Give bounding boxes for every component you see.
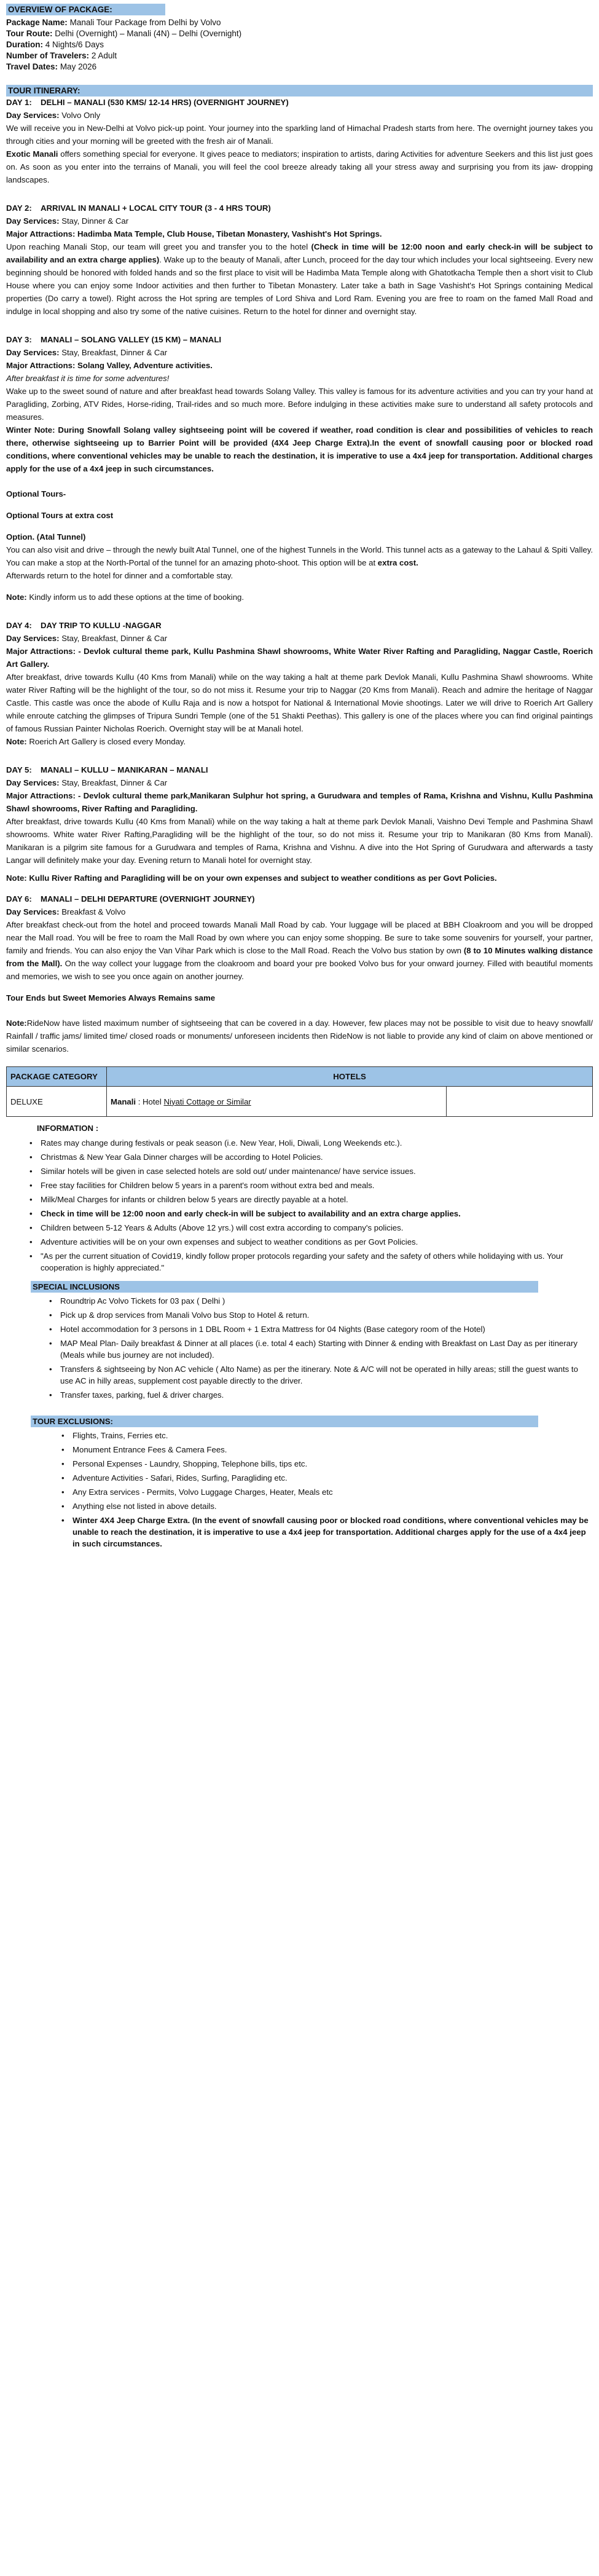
overview-row bbox=[6, 17, 593, 28]
day-5 bbox=[6, 764, 593, 884]
day-number: DAY 2: bbox=[6, 203, 32, 213]
day-paragraph: After breakfast, drive towards Kullu (40 Kms from Manali) while on the way taking a halt at theme park Devlok Manali, Vaishno Devi Temple and Pashmina Shawl showrooms. White water River Rafting,Paragliding will be the highlight of the tour, so do not miss it. Resume your trip to Manikaran (80 Kms from Manali). Manikaran is a pilgrim site famous for a Gurudwara and temples of Rama, Krishna and Vishnu. A dive into the Hot Spring of Gurudwara and afterwards a tasty Langar will definitely make your day. Evening return to Manali hotel for overnight stay. bbox=[6, 817, 593, 865]
overview-value: 2 Adult bbox=[91, 51, 117, 60]
note-label: Note: bbox=[6, 1018, 27, 1028]
optional-tours-title: Optional Tours- bbox=[6, 489, 66, 498]
list-item: • "As per the current situation of Covid19, kindly follow proper protocols regarding your safety and the safety of others while holidaying with us. Your cooperation is highly appreciated." bbox=[29, 1250, 593, 1274]
hotel-name: Niyati Cottage or Similar bbox=[163, 1097, 251, 1106]
paragraph-text: After breakfast check-out from the hotel and proceed towards Manali Mall Road by cab. Your luggage will be placed at BBH Cloakroom and you will be dropped near the Mall road. You will be free to roam the Mall Road by own where you can enjoy some shopping. Be sure to take some souvenirs for yourself, your partner, family and friends. You can also enjoy the Van Vihar Park which is close to the Mall Road. Reach the Volvo bus station by own bbox=[6, 920, 593, 955]
day-number: DAY 6: bbox=[6, 894, 32, 904]
bold-text: Exotic Manali bbox=[6, 149, 58, 159]
exclusions-list bbox=[6, 1430, 593, 1550]
list-item: • Check in time will be 12:00 noon and early check-in will be subject to availability and an extra charge applies. bbox=[29, 1208, 593, 1219]
day-paragraph bbox=[6, 543, 593, 582]
services-value: Breakfast & Volvo bbox=[61, 907, 126, 916]
day-paragraph bbox=[6, 918, 593, 983]
day-6 bbox=[6, 893, 593, 983]
major-attractions: Major Attractions: Solang Valley, Adventure activities. bbox=[6, 361, 213, 370]
day-note bbox=[6, 591, 593, 604]
list-item: • Rates may change during festivals or peak season (i.e. New Year, Holi, Diwali, Long Weekends etc.). bbox=[29, 1137, 593, 1149]
list-item: • Winter 4X4 Jeep Charge Extra. (In the event of snowfall causing poor or blocked road conditions, where conventional vehicles may be unable to reach the destination, it is imperative to use a 4x4 jeep for transportation. Additional charges apply for the use of a 4x4 jeep in such circumstances. bbox=[61, 1514, 593, 1550]
overview-label: Tour Route: bbox=[6, 29, 53, 38]
day-title bbox=[6, 764, 593, 776]
list-item: • Flights, Trains, Ferries etc. bbox=[61, 1430, 593, 1441]
day-title bbox=[6, 202, 593, 215]
paragraph-text: You can also visit and drive – through the newly built Atal Tunnel, one of the highest Tunnels in the World. This tunnel acts as a gateway to the Lahaul & Spiti Valley. You can make a stop at the North-Portal of the tunnel for an amazing photo-shoot. This option will be at bbox=[6, 545, 593, 567]
services-label: Day Services: bbox=[6, 907, 60, 916]
overview-label: Duration: bbox=[6, 40, 43, 49]
paragraph-text: Afterwards return to the hotel for dinner and a comfortable stay. bbox=[6, 571, 233, 580]
list-item: • MAP Meal Plan- Daily breakfast & Dinner at all places (i.e. total 4 each) Starting with Dinner & ending with Breakfast on Last Day as per itinerary (Meals while bus journey are not included). bbox=[49, 1337, 593, 1361]
day-paragraph bbox=[6, 240, 593, 318]
table-header: HOTELS bbox=[107, 1067, 593, 1087]
hotel-location: Manali bbox=[111, 1097, 136, 1106]
table-cell bbox=[107, 1087, 447, 1117]
list-item: • Any Extra services - Permits, Volvo Luggage Charges, Heater, Meals etc bbox=[61, 1486, 593, 1498]
overview-value: Manali Tour Package from Delhi by Volvo bbox=[69, 18, 221, 27]
services-label: Day Services: bbox=[6, 348, 60, 357]
overview-label: Package Name: bbox=[6, 18, 68, 27]
day-title bbox=[6, 334, 593, 346]
package-table bbox=[6, 1066, 593, 1117]
services-value: Stay, Dinner & Car bbox=[61, 216, 129, 226]
paragraph-text: Upon reaching Manali Stop, our team will greet you and transfer you to the hotel bbox=[6, 242, 311, 251]
checkin-note: (Check in time will be 12:00 noon and early check-in will be subject to availability and an extra charge applies) bbox=[6, 242, 593, 264]
note-label: Note: bbox=[6, 737, 27, 746]
major-attractions: Major Attractions: Hadimba Mata Temple, Club House, Tibetan Monastery, Vashisht's Hot Springs. bbox=[6, 229, 382, 238]
day-4 bbox=[6, 620, 593, 748]
list-item: • Roundtrip Ac Volvo Tickets for 03 pax ( Delhi ) bbox=[49, 1295, 593, 1307]
day-title bbox=[6, 97, 593, 109]
list-item: • Milk/Meal Charges for infants or children below 5 years are directly payable at a hotel. bbox=[29, 1194, 593, 1205]
exclusions-header: TOUR EXCLUSIONS: bbox=[31, 1416, 538, 1427]
information-list bbox=[6, 1137, 593, 1274]
overview-label: Travel Dates: bbox=[6, 62, 58, 71]
hotel-prefix: : Hotel bbox=[136, 1097, 164, 1106]
day-heading: MANALI – KULLU – MANIKARAN – MANALI bbox=[41, 765, 208, 774]
day-1 bbox=[6, 97, 593, 186]
italic-note: After breakfast it is time for some adventures! bbox=[6, 374, 170, 383]
services-value: Stay, Breakfast, Dinner & Car bbox=[61, 348, 168, 357]
day-paragraph bbox=[6, 148, 593, 186]
day-heading: DAY TRIP TO KULLU -NAGGAR bbox=[41, 621, 162, 630]
services-label: Day Services: bbox=[6, 111, 60, 120]
day-heading: MANALI – DELHI DEPARTURE (OVERNIGHT JOURNEY) bbox=[41, 894, 255, 904]
major-attractions: Major Attractions: - Devlok cultural theme park, Kullu Pashmina Shawl showrooms, White Water River Rafting and Paragliding, Naggar Castle, Roerich Art Gallery. bbox=[6, 647, 593, 669]
table-cell bbox=[447, 1087, 593, 1117]
day-note: Note: Kullu River Rafting and Paragliding will be on your own expenses and subject to weather conditions as per Govt Policies. bbox=[6, 873, 497, 883]
services-label: Day Services: bbox=[6, 778, 60, 787]
table-cell: DELUXE bbox=[7, 1087, 107, 1117]
list-item: • Christmas & New Year Gala Dinner charges will be according to Hotel Policies. bbox=[29, 1151, 593, 1163]
inclusions-header: SPECIAL INCLUSIONS bbox=[31, 1281, 538, 1293]
ridenow-note bbox=[6, 1017, 593, 1055]
day-title bbox=[6, 620, 593, 632]
tour-end: Tour Ends but Sweet Memories Always Remains same bbox=[6, 993, 216, 1002]
services-value: Volvo Only bbox=[61, 111, 101, 120]
overview-rows bbox=[6, 17, 593, 73]
paragraph-text: offers something special for everyone. It gives peace to mediators; inspiration to artists, daring Activities for adventure Seekers and this list just goes on. As soon as you enter into the terrains of Manali, you will feel the cool breeze already taking all your stress away and surprising you from its jaw- dropping landscapes. bbox=[6, 149, 593, 184]
list-item: • Anything else not listed in above details. bbox=[61, 1500, 593, 1512]
day-paragraph: Wake up to the sweet sound of nature and after breakfast head towards Solang Valley. This valley is famous for its adventure activities and you can try your hand at Paragliding, Zorbing, ATV Rides, Horse-riding, Trail-rides and so much more. Before indulging in these activities make sure to understand all safety protocols and measures. bbox=[6, 387, 593, 422]
winter-note: Winter Note: During Snowfall Solang valley sightseeing point will be covered if weather, road condition is clear and possibilities of vehicles to reach there, otherwise sightseeing up to Barrier Point will be provided (4X4 Jeep Charge Extra).In the event of snowfall causing poor or blocked road conditions, where conventional vehicles may be unable to reach the destination, it is imperative to use a 4x4 jeep for transportation. Additional charges apply for the use of a 4x4 jeep in such circumstances. bbox=[6, 425, 593, 473]
optional-tours-extra: Optional Tours at extra cost bbox=[6, 511, 114, 520]
information-header: INFORMATION : bbox=[37, 1124, 99, 1133]
list-item: • Adventure Activities - Safari, Rides, Surfing, Paragliding etc. bbox=[61, 1472, 593, 1484]
table-header: PACKAGE CATEGORY bbox=[7, 1067, 107, 1087]
table-row bbox=[7, 1087, 593, 1117]
list-item: • Children between 5-12 Years & Adults (Above 12 yrs.) will cost extra according to company's policies. bbox=[29, 1222, 593, 1234]
day-2 bbox=[6, 202, 593, 318]
day-paragraph: We will receive you in New-Delhi at Volvo pick-up point. Your journey into the sparkling land of Himachal Pradesh starts from here. The overnight journey takes you through cities and your morning will be greeted with the fresh air of Manali. bbox=[6, 124, 593, 146]
table-header-row bbox=[7, 1067, 593, 1087]
list-item: • Adventure activities will be on your own expenses and subject to weather conditions as per Govt Policies. bbox=[29, 1236, 593, 1248]
overview-row bbox=[6, 39, 593, 50]
overview-value: Delhi (Overnight) – Manali (4N) – Delhi (Overnight) bbox=[55, 29, 242, 38]
overview-row bbox=[6, 61, 593, 73]
overview-value: May 2026 bbox=[60, 62, 97, 71]
list-item: • Monument Entrance Fees & Camera Fees. bbox=[61, 1444, 593, 1455]
paragraph-text: On the way collect your luggage from the cloakroom and board your pre booked Volvo bus for your onward journey. Filled with beautiful moments and memories, we wish to see you once again on another journey. bbox=[6, 959, 593, 981]
note-text: Roerich Art Gallery is closed every Monday. bbox=[26, 737, 186, 746]
note-text: Kindly inform us to add these options at the time of booking. bbox=[26, 593, 245, 602]
information-section bbox=[6, 1122, 593, 1135]
list-item: • Similar hotels will be given in case selected hotels are sold out/ under maintenance/ have service issues. bbox=[29, 1165, 593, 1177]
overview-header: OVERVIEW OF PACKAGE: bbox=[6, 4, 165, 15]
list-item: • Transfers & sightseeing by Non AC vehicle ( Alto Name) as per the itinerary. Note & A/C will not be operated in hilly areas; still the guest wants to use AC in hilly areas, supplement cost payable directly to the driver. bbox=[49, 1363, 593, 1387]
list-item: • Transfer taxes, parking, fuel & driver charges. bbox=[49, 1389, 593, 1401]
day-number: DAY 4: bbox=[6, 621, 32, 630]
services-value: Stay, Breakfast, Dinner & Car bbox=[61, 778, 168, 787]
day-note bbox=[6, 735, 593, 748]
note-label: Note: bbox=[6, 593, 27, 602]
day-heading: DELHI – MANALI (530 KMS/ 12-14 HRS) (OVERNIGHT JOURNEY) bbox=[41, 98, 289, 107]
day-heading: MANALI – SOLANG VALLEY (15 KM) – MANALI bbox=[41, 335, 222, 344]
day-paragraph: After breakfast, drive towards Kullu (40 Kms from Manali) while on the way taking a halt at theme park Devlok Manali, Kullu Pashmina Shawl showrooms. White water River Rafting will be the highlight of the tour, so do not miss it. Resume your trip to Naggar (20 Kms from Manali). Reach and admire the heritage of Naggar Castle. This castle was once the abode of Kullu Raja and is now a hotspot for National & International Movie shootings. Later we will drive to Roerich Art Gallery while enroute catching the glimpses of Tripura Sundri Temple (one of the 51 Shakti Peethas). This gallery is one of the places where you can find original paintings of famous Russian Painter Nicholas Roerich. Overnight stay will be at Manali hotel. bbox=[6, 672, 593, 733]
services-label: Day Services: bbox=[6, 216, 60, 226]
walking-distance: (8 to 10 Minutes walking distance from the Mall). bbox=[6, 946, 593, 968]
inclusions-list bbox=[6, 1295, 593, 1401]
option-atal-tunnel: Option. (Atal Tunnel) bbox=[6, 532, 86, 542]
services-label: Day Services: bbox=[6, 634, 60, 643]
itinerary-header: TOUR ITINERARY: bbox=[6, 85, 593, 97]
day-heading: ARRIVAL IN MANALI + LOCAL CITY TOUR (3 - 4 HRS TOUR) bbox=[41, 203, 271, 213]
list-item: • Hotel accommodation for 3 persons in 1 DBL Room + 1 Extra Mattress for 04 Nights (Base category room of the Hotel) bbox=[49, 1323, 593, 1335]
services-value: Stay, Breakfast, Dinner & Car bbox=[61, 634, 168, 643]
overview-row bbox=[6, 50, 593, 61]
list-item: • Free stay facilities for Children below 5 years in a parent's room without extra bed and meals. bbox=[29, 1180, 593, 1191]
list-item: • Pick up & drop services from Manali Volvo bus Stop to Hotel & return. bbox=[49, 1309, 593, 1321]
major-attractions: Major Attractions: - Devlok cultural theme park,Manikaran Sulphur hot spring, a Gurudwara and temples of Rama, Krishna and Vishnu, Kullu Pashmina Shawl showrooms, River Rafting and Paragliding. bbox=[6, 791, 593, 813]
day-number: DAY 1: bbox=[6, 98, 32, 107]
day-title bbox=[6, 893, 593, 905]
day-number: DAY 5: bbox=[6, 765, 32, 774]
list-item: • Personal Expenses - Laundry, Shopping, Telephone bills, tips etc. bbox=[61, 1458, 593, 1470]
overview-row bbox=[6, 28, 593, 39]
day-3 bbox=[6, 334, 593, 604]
overview-value: 4 Nights/6 Days bbox=[45, 40, 104, 49]
day-number: DAY 3: bbox=[6, 335, 32, 344]
paragraph-text: . Wake up to the beauty of Manali, after Lunch, proceed for the day tour which includes your local sightseeing. Every new beginning should be honored with folded hands and so the first place to visit will be Hadimba Mata Temple along with Ghatotkacha Temple then a short visit to Club House where you can enjoy some Indoor activities and then further to Tibetan Monastery. Later take a bath in Sage Vashisht's Hot Springs containing Medical properties (Do carry a towel). Right across the Hot spring are temples of Lord Shiva and Lord Ram. Evening you are free to roam on the famed Mall Road and indulge in local shopping and also try some of the native cuisines. Return to the hotel for dinner and overnight stay. bbox=[6, 255, 593, 316]
extra-cost: extra cost. bbox=[377, 558, 418, 567]
overview-label: Number of Travelers: bbox=[6, 51, 90, 60]
note-text: RideNow have listed maximum number of sightseeing that can be covered in a day. However, few places may not be possible to visit due to heavy snowfall/ Rainfall / traffic jams/ limited time/ closed roads or monuments/ unforeseen incidents then RideNow is not liable to provide any kind of claim on above mentioned or similar scenarios. bbox=[6, 1018, 593, 1054]
